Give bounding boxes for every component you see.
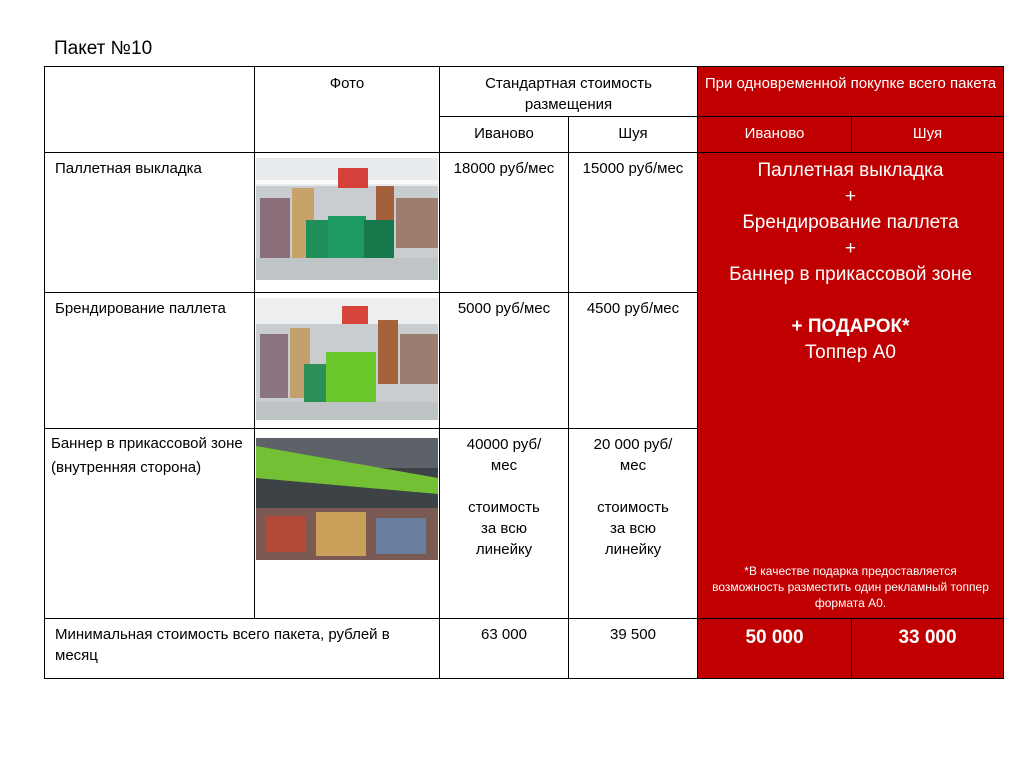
package-plus: + [844,186,857,207]
page-title: Пакет №10 [54,38,153,59]
city-shuya-header: Шуя [569,117,698,153]
package-price-shuya: 33 000 [852,619,1004,679]
city-ivanovo-header: Иваново [440,117,569,153]
package-line: Баннер в прикассовой зоне [729,264,972,285]
total-label: Минимальная стоимость всего пакета, рублей в месяц [45,619,440,679]
gift-footnote: *В качестве подарка предоставляется возможность разместить один рекламный топпер формата А0. [712,564,989,610]
price-ivanovo: 18000 руб/мес [440,153,569,293]
package-price-ivanovo: 50 000 [698,619,852,679]
gift-label: + ПОДАРОК* [791,316,910,337]
total-row [45,619,1004,679]
row-label [45,429,255,619]
price-ivanovo: 5000 руб/мес [440,293,569,429]
checkout-banner-photo [256,438,438,560]
price-shuya-cell [569,429,698,619]
row-label: Брендирование паллета [45,293,255,429]
package-offer-cell [698,153,1004,619]
row-label-text: Баннер в прикассовой зоне (внутренняя сторона) [51,435,243,476]
gift-item: Топпер А0 [805,342,896,363]
package-offer-header: При одновременной покупке всего пакета [698,67,1004,117]
package-table [44,66,1004,679]
row-label: Паллетная выкладка [45,153,255,293]
price-shuya: 15000 руб/мес [569,153,698,293]
package-line: Брендирование паллета [742,212,959,233]
total-price-ivanovo: 63 000 [440,619,569,679]
price-note: стоимость за всю линейку [468,499,540,558]
price-shuya: 20 000 руб/мес [593,436,673,474]
photo-cell [255,153,440,293]
photo-header: Фото [255,67,440,153]
table-row [45,153,1004,293]
empty-header-cell [45,67,255,153]
standard-cost-header: Стандартная стоимость размещения [440,67,698,117]
price-ivanovo-cell [440,429,569,619]
package-line: Паллетная выкладка [757,160,944,181]
package-contents [698,153,1003,366]
price-note: стоимость за всю линейку [597,499,669,558]
price-ivanovo: 40000 руб/мес [466,436,542,474]
pallet-display-photo [256,158,438,280]
package-plus: + [844,238,857,259]
total-price-shuya: 39 500 [569,619,698,679]
photo-cell [255,293,440,429]
price-shuya: 4500 руб/мес [569,293,698,429]
pallet-branding-photo [256,298,438,420]
city-shuya-red-header: Шуя [852,117,1004,153]
city-ivanovo-red-header: Иваново [698,117,852,153]
photo-cell [255,429,440,619]
